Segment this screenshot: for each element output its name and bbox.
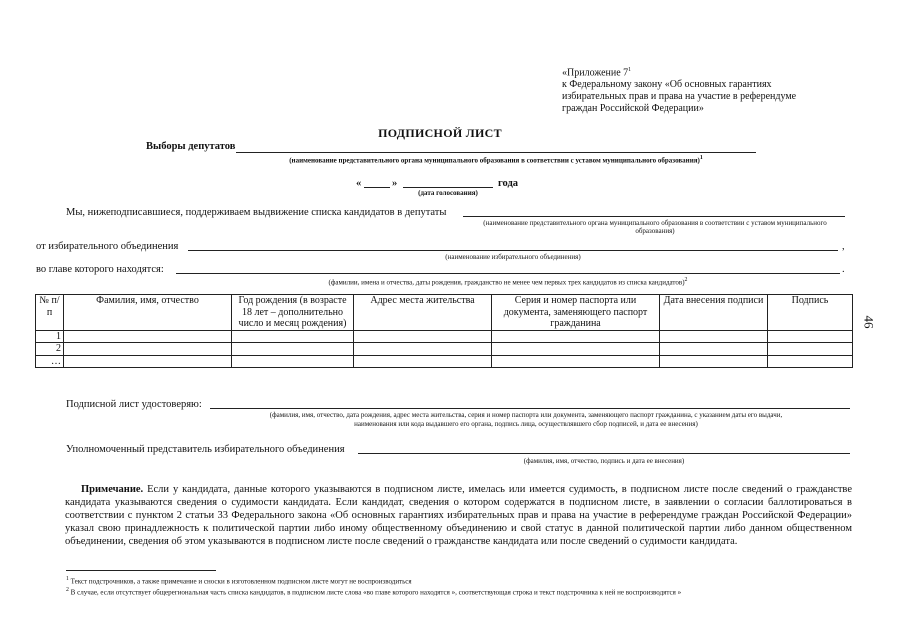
- election-label: Выборы депутатов: [146, 141, 236, 152]
- certify-hint-1: (фамилия, имя, отчество, дата рождения, адрес места жительства, серия и номер паспорта или документа, заменяющего паспорт гражданина, с указанием даты его выдачи,: [269, 411, 783, 419]
- row-number: 2: [36, 343, 64, 356]
- support-hint: (наименование представительного органа муниципального образования в соответствии с уставом муниципального образования): [483, 219, 827, 235]
- support-field-line[interactable]: [463, 216, 845, 217]
- cell-signature[interactable]: [768, 330, 853, 343]
- cell-signature[interactable]: [768, 355, 853, 368]
- date-close-quote: »: [392, 178, 398, 189]
- appendix-block: [562, 64, 832, 115]
- representative-label: Уполномоченный представитель избирательного объединения: [66, 444, 345, 455]
- row-number: 1: [36, 330, 64, 343]
- page-title: ПОДПИСНОЙ ЛИСТ: [378, 126, 502, 140]
- page-number: 46: [861, 315, 877, 329]
- col-fullname-header: Фамилия, имя, отчество: [64, 295, 232, 331]
- footnote-1: $^1$ Текст подстрочников, а также примечание и сноски в изготовленном подписном листе могут не воспроизводиться: [66, 576, 412, 586]
- cell-birth[interactable]: [232, 355, 354, 368]
- col-address-header: Адрес места жительства: [354, 295, 492, 331]
- note-label: Примечание.: [81, 484, 144, 495]
- cell-passport[interactable]: [492, 330, 660, 343]
- cell-fullname[interactable]: [64, 330, 232, 343]
- cell-signature[interactable]: [768, 343, 853, 356]
- table-row: [36, 330, 853, 343]
- table-row: [36, 343, 853, 356]
- row-number: …: [36, 355, 64, 368]
- leaders-period: .: [842, 264, 845, 275]
- appendix-heading: «Приложение $7^1$: [562, 67, 632, 79]
- appendix-line-1: к Федеральному закону «Об основных гарантиях: [562, 79, 772, 91]
- table-header-row: [36, 295, 853, 331]
- cell-birth[interactable]: [232, 330, 354, 343]
- association-label: от избирательного объединения: [36, 241, 179, 252]
- cell-birth[interactable]: [232, 343, 354, 356]
- representative-field-line[interactable]: [358, 453, 850, 454]
- footnote-2: $^2$ В случае, если отсутствует общерегиональная часть списка кандидатов, в подписном листе слова «во главе которого находятся », соответствующая строка и текст подстрочника к ней не воспроизводятся »: [66, 587, 682, 597]
- date-month-field[interactable]: [403, 187, 493, 188]
- cell-passport[interactable]: [492, 355, 660, 368]
- cell-date[interactable]: [660, 343, 768, 356]
- appendix-line-2: избирательных прав и права на участие в референдуме: [562, 91, 797, 103]
- note-text: Если у кандидата, данные которого указываются в подписном листе, имелась или имеется судимость, в подписном листе после сведений о гражданстве кандидата указываются сведения о судимости кандидата. Если кандидат, сведения о котором содержатся в подписном листе, в заявлении о согласии баллотироваться в соответствии с пунктом 2 статьи 33 Федерального закона «Об основных гарантиях избирательных прав и права на участие в референдуме граждан Российской Федерации» указал свою принадлежность к политической партии либо иному общественному объединению и свой статус в данной политической партии либо данном общественном объединении, сведения об этом указываются в подписном листе после сведений о гражданстве кандидата или после сведений о судимости кандидата.: [65, 484, 852, 547]
- cell-date[interactable]: [660, 330, 768, 343]
- election-field-line[interactable]: [236, 152, 756, 153]
- association-comma: ,: [842, 241, 845, 252]
- cell-address[interactable]: [354, 355, 492, 368]
- cell-fullname[interactable]: [64, 355, 232, 368]
- date-hint: (дата голосования): [418, 189, 478, 197]
- support-text: Мы, нижеподписавшиеся, поддерживаем выдвижение списка кандидатов в депутаты: [66, 207, 447, 218]
- note-paragraph: [65, 483, 852, 548]
- signatures-table: [35, 294, 853, 368]
- cell-date[interactable]: [660, 355, 768, 368]
- col-date-header: Дата внесения подписи: [660, 295, 768, 331]
- election-hint: (наименование представительного органа муниципального образования в соответствии с уставом муниципального образования)$^1$: [289, 155, 703, 165]
- footnote-separator: [66, 570, 216, 571]
- leaders-label: во главе которого находятся:: [36, 264, 164, 275]
- col-number-header: № п/п: [36, 295, 64, 331]
- date-day-field[interactable]: [364, 187, 390, 188]
- cell-address[interactable]: [354, 330, 492, 343]
- certify-label: Подписной лист удостоверяю:: [66, 399, 202, 410]
- association-field-line[interactable]: [188, 250, 838, 251]
- leaders-hint: (фамилии, имена и отчества, даты рождения, гражданство не менее чем первых трех кандидатов из списка кандидатов)$^2$: [328, 277, 688, 287]
- certify-hint-2: наименования или кода выдавшего его органа, подпись лица, осуществлявшего сбор подписей, и дата ее внесения): [354, 420, 698, 428]
- appendix-line-3: граждан Российской Федерации»: [562, 103, 704, 115]
- cell-passport[interactable]: [492, 343, 660, 356]
- cell-fullname[interactable]: [64, 343, 232, 356]
- table-row: [36, 355, 853, 368]
- association-hint: (наименование избирательного объединения): [445, 253, 581, 261]
- col-birth-header: Год рождения (в возрасте 18 лет – дополнительно число и месяц рождения): [232, 295, 354, 331]
- representative-hint: (фамилия, имя, отчество, подпись и дата ее внесения): [523, 457, 685, 465]
- date-open-quote: «: [356, 178, 362, 189]
- leaders-field-line[interactable]: [176, 273, 840, 274]
- col-passport-header: Серия и номер паспорта или документа, заменяющего паспорт гражданина: [492, 295, 660, 331]
- col-signature-header: Подпись: [768, 295, 853, 331]
- cell-address[interactable]: [354, 343, 492, 356]
- date-year-word: года: [498, 178, 519, 189]
- certify-field-line[interactable]: [210, 408, 850, 409]
